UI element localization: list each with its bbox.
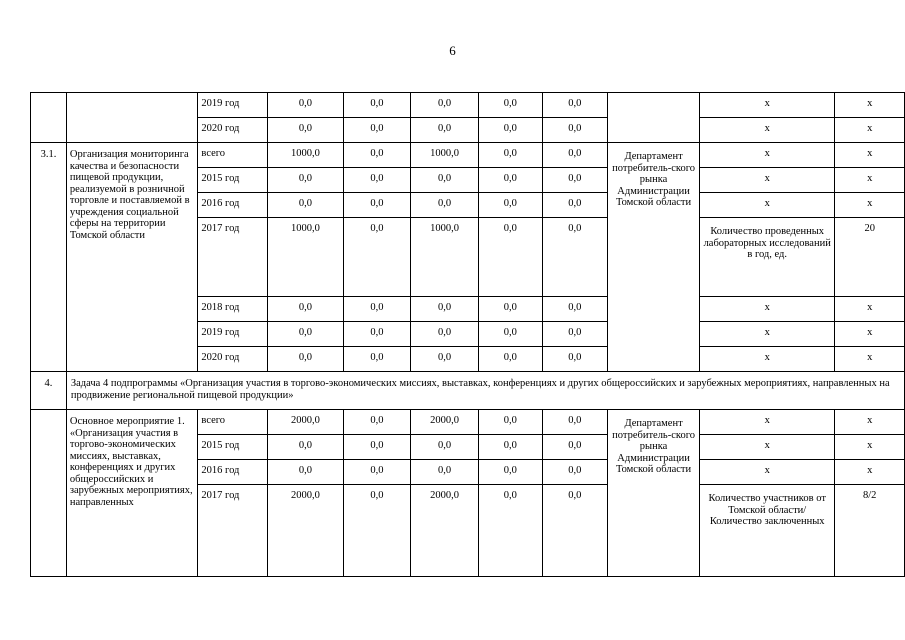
task-title: Задача 4 подпрограммы «Организация участия в торгово-экономических миссиях, выставках, конференциях и других общероссийских и зарубежных мероприятиях, направленных на продвижение региональной пищевой продукции» <box>66 372 904 410</box>
indicator-text: Количество участников от Томской области/ Количество заключенных <box>700 485 835 577</box>
activity-name: Организация мониторинга качества и безопасности пищевой продукции, реализуемой в розничной торговле и поставляемой в учреждения социальной сферы на территории Томской области <box>66 143 198 372</box>
activity-name: Основное мероприятие 1. «Организация участия в торгово-экономических миссиях, выставках, конференциях и других общероссийских и зарубежных мероприятиях, направленных <box>66 410 198 577</box>
table-row: 2019 год 0,0 0,0 0,0 0,0 0,0 x x <box>31 93 905 118</box>
table-row: 2019 год 0,0 0,0 0,0 0,0 0,0 x x <box>31 322 905 347</box>
table-row: 2020 год 0,0 0,0 0,0 0,0 0,0 x x <box>31 118 905 143</box>
indicator-value: 8/2 <box>835 485 905 577</box>
task-row <box>31 372 905 410</box>
row-number: 3.1. <box>31 143 67 372</box>
program-table <box>30 92 905 577</box>
table-row: 2020 год 0,0 0,0 0,0 0,0 0,0 x x <box>31 347 905 372</box>
page-number: 6 <box>449 43 456 58</box>
row-number: 4. <box>31 372 67 410</box>
indicator-text: Количество проведенных лабораторных исследований в год, ед. <box>700 218 835 297</box>
table-row: 2015 год 0,0 0,0 0,0 0,0 0,0 x x <box>31 168 905 193</box>
table-row: 3.1. Организация мониторинга качества и безопасности пищевой продукции, реализуемой в розничной торговле и поставляемой в учреждения социальной сферы на территории Томской области всего 1000,0 0,0 1000,0 0,0 0,0 Департамент потребитель-ского рынка Администрации Томской области x x <box>31 143 905 168</box>
table-row: 2017 год 2000,0 0,0 2000,0 0,0 0,0 Количество участников от Томской области/ Количество заключенных 8/2 <box>31 485 905 577</box>
table-row: Основное мероприятие 1. «Организация участия в торгово-экономических миссиях, выставках, конференциях и других общероссийских и зарубежных мероприятиях, направленных всего 2000,0 0,0 2000,0 0,0 0,0 Департамент потребитель-ского рынка Администрации Томской области x x <box>31 410 905 435</box>
table-row: 2017 год 1000,0 0,0 1000,0 0,0 0,0 Количество проведенных лабораторных исследований в год, ед. 20 <box>31 218 905 297</box>
responsible-org: Департамент потребитель-ского рынка Администрации Томской области <box>608 143 700 372</box>
indicator-value: 20 <box>835 218 905 297</box>
table-row: 2015 год 0,0 0,0 0,0 0,0 0,0 x x <box>31 435 905 460</box>
table-row: 2016 год 0,0 0,0 0,0 0,0 0,0 x x <box>31 460 905 485</box>
table-row: 2018 год 0,0 0,0 0,0 0,0 0,0 x x <box>31 297 905 322</box>
table-row: 2016 год 0,0 0,0 0,0 0,0 0,0 x x <box>31 193 905 218</box>
responsible-org: Департамент потребитель-ского рынка Администрации Томской области <box>608 410 700 577</box>
